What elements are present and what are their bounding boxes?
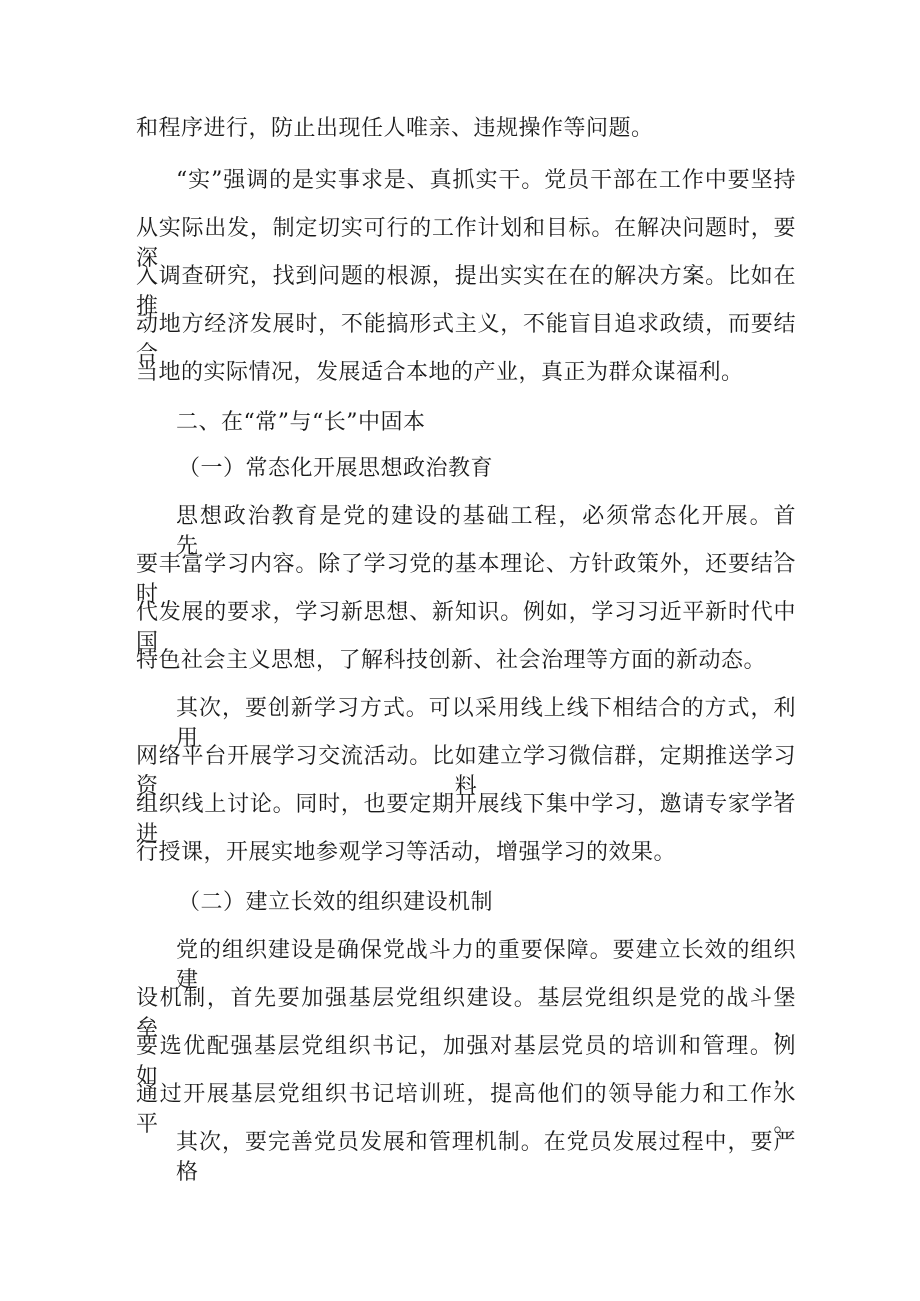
text-line: 从实际出发，制定切实可行的工作计划和目标。在解决问题时，要深 xyxy=(136,216,796,271)
text-line: 当地的实际情况，发展适合本地的产业，真正为群众谋福利。 xyxy=(136,360,744,385)
text-line: 入调查研究，找到问题的根源，提出实实在在的解决方案。比如在推 xyxy=(136,264,796,319)
subsection-heading: （一）常态化开展思想政治教育 xyxy=(178,456,494,481)
text-line: 行授课，开展实地参观学习等活动，增强学习的效果。 xyxy=(136,840,677,865)
text-line: 通过开展基层党组织书记培训班，提高他们的领导能力和工作水平。 xyxy=(136,1082,796,1137)
paragraph-first-line: 其次，要创新学习方式。可以采用线上线下相结合的方式，利用 xyxy=(176,696,796,751)
text-line: 要选优配强基层党组织书记，加强对基层党员的培训和管理。例如， xyxy=(136,1034,796,1089)
text-line: 要丰富学习内容。除了学习党的基本理论、方针政策外，还要结合时 xyxy=(136,552,796,607)
text-line: 组织线上讨论。同时，也要定期开展线下集中学习，邀请专家学者进 xyxy=(136,792,796,847)
paragraph-first-line: 党的组织建设是确保党战斗力的重要保障。要建立长效的组织建 xyxy=(176,938,796,993)
paragraph-first-line: 其次，要完善党员发展和管理机制。在党员发展过程中，要严格 xyxy=(176,1130,796,1185)
text-line: 代发展的要求，学习新思想、新知识。例如，学习习近平新时代中国 xyxy=(136,600,796,655)
paragraph-first-line: 思想政治教育是党的建设的基础工程，必须常态化开展。首先， xyxy=(176,504,796,559)
text-line: 网络平台开展学习交流活动。比如建立学习微信群，定期推送学习资料， xyxy=(136,744,796,799)
text-line: 特色社会主义思想，了解科技创新、社会治理等方面的新动态。 xyxy=(136,648,767,673)
paragraph-first-line: “实”强调的是实事求是、真抓实干。党员干部在工作中要坚持 xyxy=(176,168,796,193)
text-line: 设机制，首先要加强基层党组织建设。基层党组织是党的战斗堡垒， xyxy=(136,986,796,1041)
text-line: 动地方经济发展时，不能搞形式主义，不能盲目追求政绩，而要结合 xyxy=(136,312,796,367)
text-line: 和程序进行，防止出现任人唯亲、违规操作等问题。 xyxy=(136,116,654,141)
section-heading: 二、在“常”与“长”中固本 xyxy=(176,410,426,435)
subsection-heading: （二）建立长效的组织建设机制 xyxy=(178,890,494,915)
